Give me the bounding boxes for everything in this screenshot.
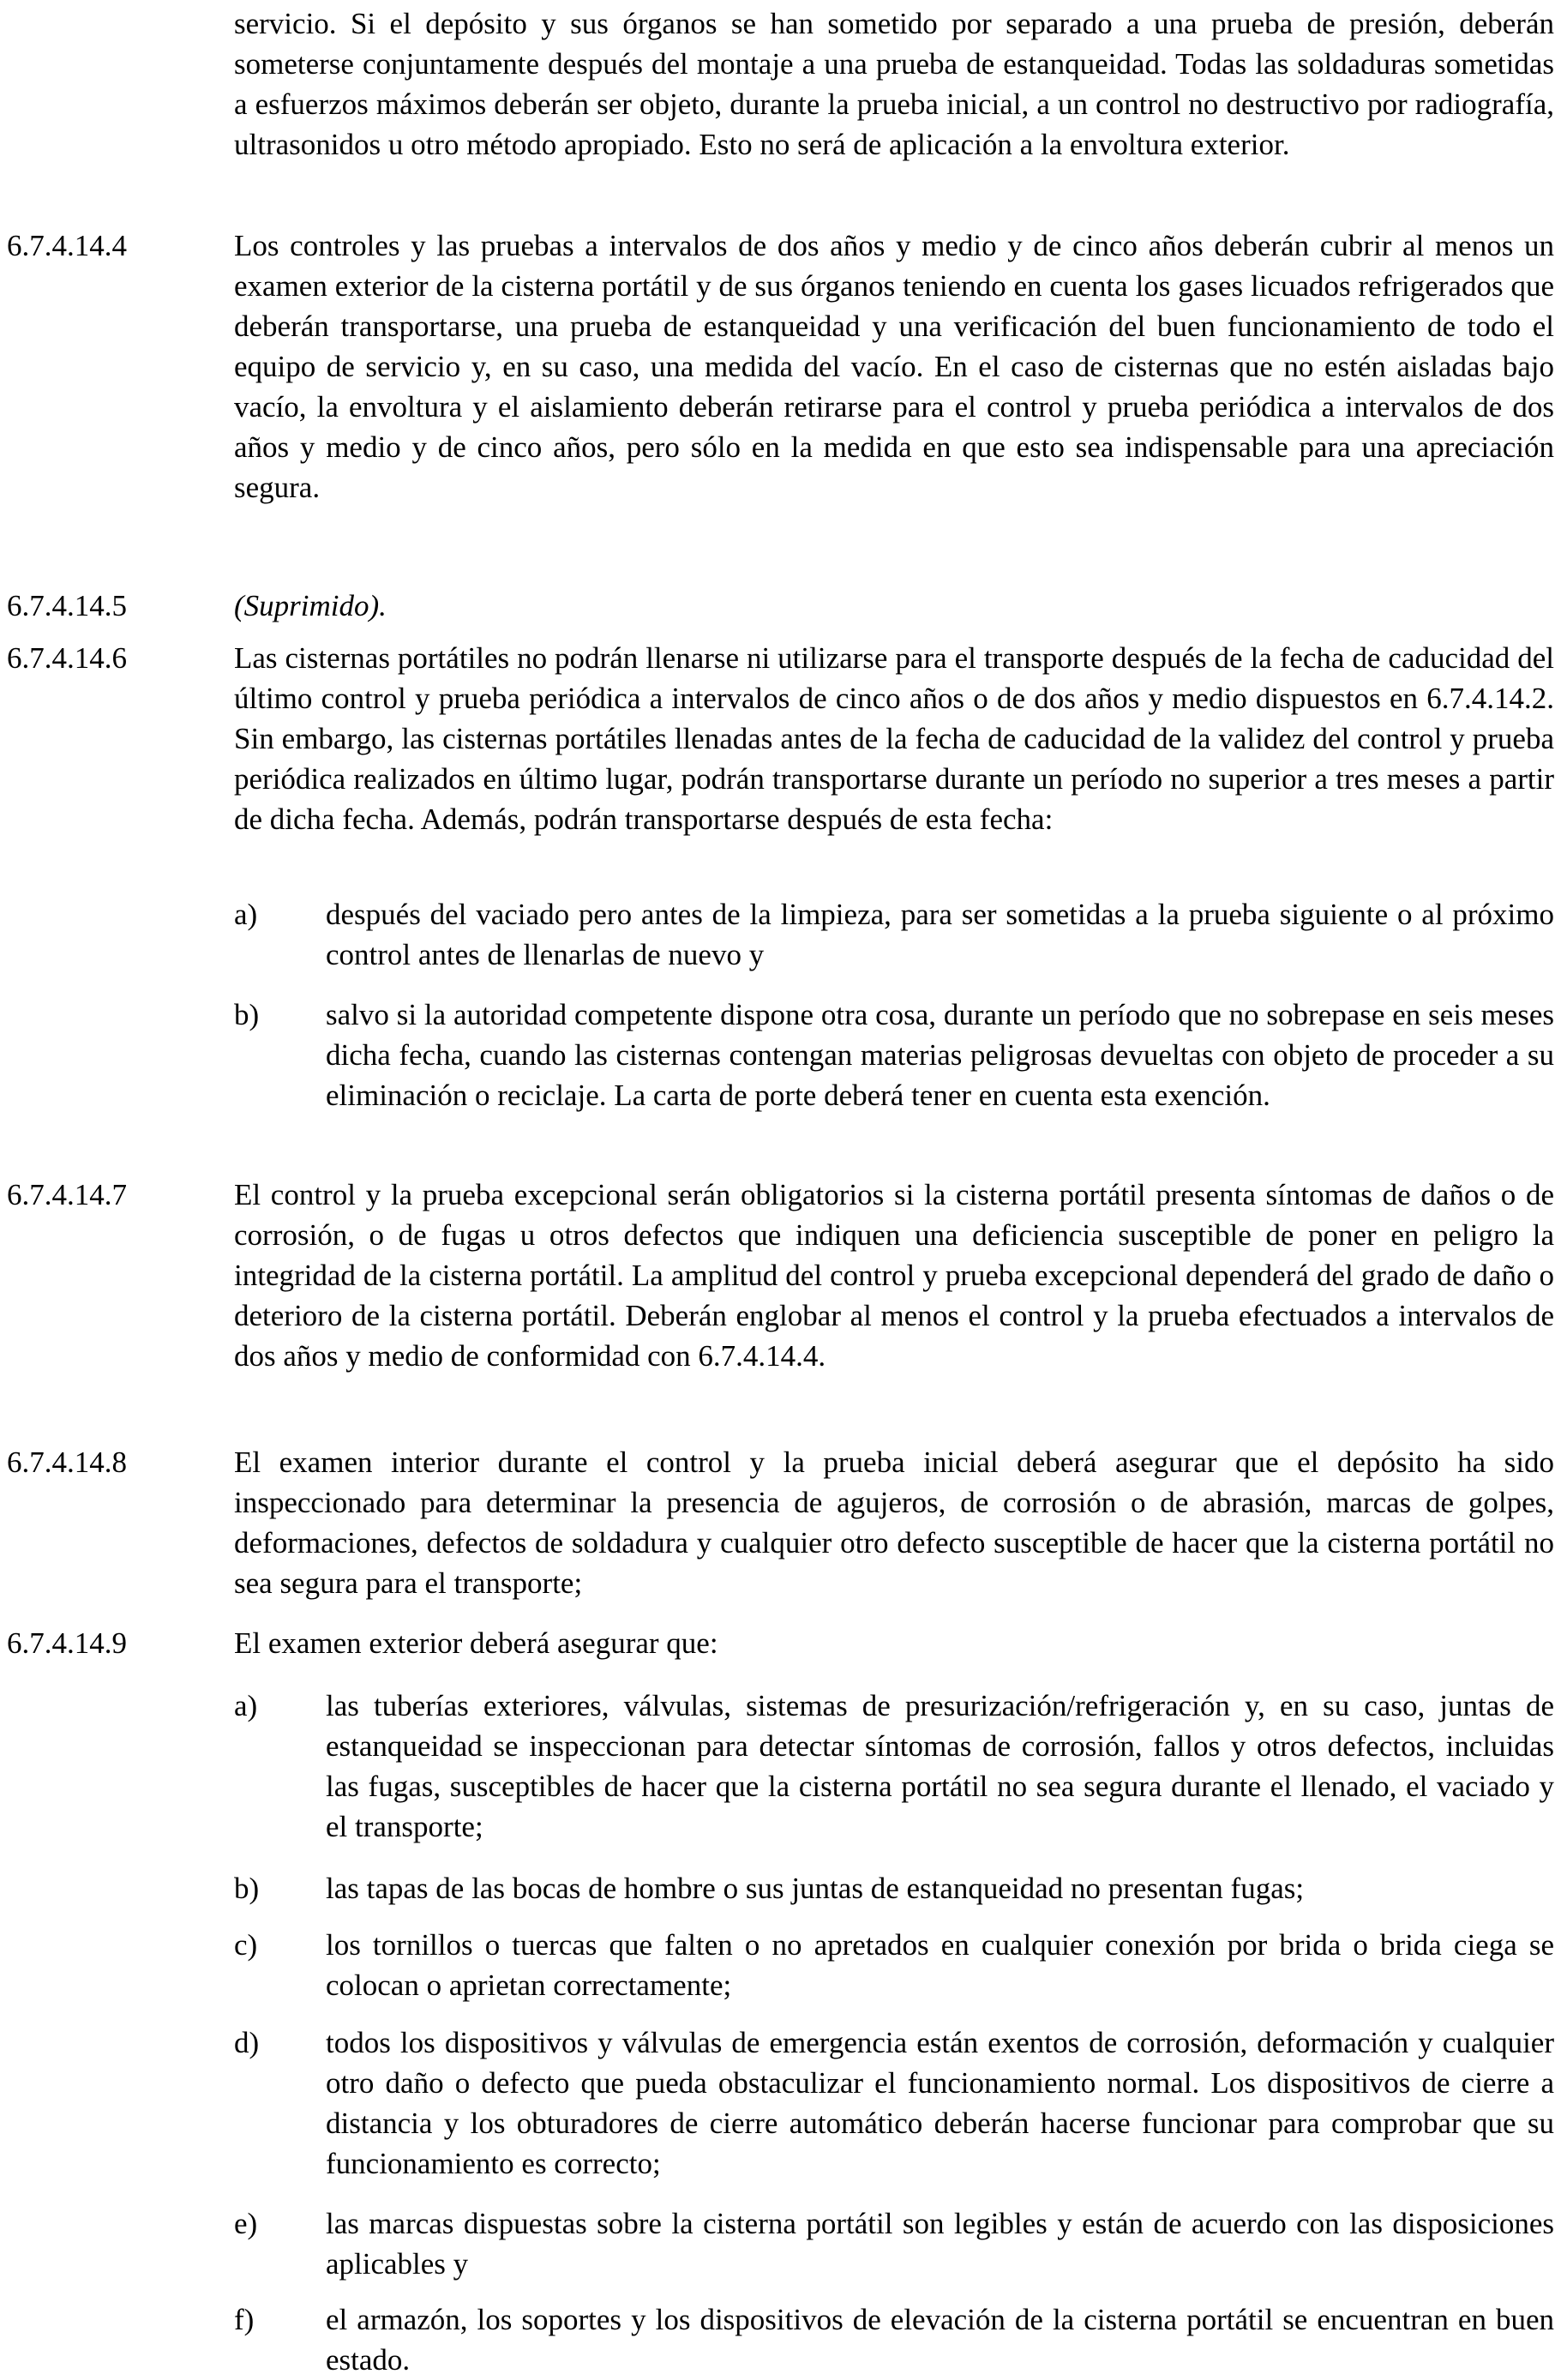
list-item-text: todos los dispositivos y válvulas de emergencia están exentos de corrosión, deformación y cualquier otro daño o defecto que pueda obstaculizar el funcionamiento normal. Los dispositivos de cierre a distancia y los obturadores de cierre automático deberán hacerse funcionar para comprobar que su funcionamiento es correcto; [326,2026,1554,2180]
list-item-letter: e) [234,2207,258,2240]
list-item-letter: b) [234,1872,260,1905]
list-item-text: después del vaciado pero antes de la limpieza, para ser sometidas a la prueba siguiente o al próximo control antes de llenarlas de nuevo y [326,898,1554,971]
list-item-letter: a) [234,1689,258,1722]
section-number: 6.7.4.14.8 [7,1445,127,1479]
list-item-text: salvo si la autoridad competente dispone otra cosa, durante un período que no sobrepase en seis meses dicha fecha, cuando las cisternas contengan materias peligrosas devueltas con objeto de proceder a su eliminación o reciclaje. La carta de porte deberá tener en cuenta esta exención. [326,998,1554,1112]
list-item-text: el armazón, los soportes y los dispositivos de elevación de la cisterna portátil se encuentran en buen estado. [326,2303,1554,2377]
list-item-letter: c) [234,1928,258,1962]
section-text: El examen exterior deberá asegurar que: [234,1626,718,1660]
section-number: 6.7.4.14.4 [7,229,127,262]
section-text: El control y la prueba excepcional serán obligatorios si la cisterna portátil presenta síntomas de daños o de corrosión, o de fugas u otros defectos que indiquen una deficiencia susceptible de poner en peligro la integridad de la cisterna portátil. La amplitud del control y prueba excepcional dependerá del grado de daño o deterioro de la cisterna portátil. Deberán englobar al menos el control y la prueba efectuados a intervalos de dos años y medio de conformidad con 6.7.4.14.4. [234,1178,1554,1373]
section-number: 6.7.4.14.5 [7,589,127,622]
intro-paragraph: servicio. Si el depósito y sus órganos se han sometido por separado a una prueba de presión, deberán someterse conjuntamente después del montaje a una prueba de estanqueidad. Todas las soldaduras sometidas a esfuerzos máximos deberán ser objeto, durante la prueba inicial, a un control no destructivo por radiografía, ultrasonidos u otro método apropiado. Esto no será de aplicación a la envoltura exterior. [234,7,1554,161]
section-text: (Suprimido). [234,589,387,622]
list-item-letter: d) [234,2026,260,2059]
list-item-text: los tornillos o tuercas que falten o no apretados en cualquier conexión por brida o brida ciega se colocan o aprietan correctamente; [326,1928,1554,2002]
list-item-text: las tuberías exteriores, válvulas, sistemas de presurización/refrigeración y, en su caso, juntas de estanqueidad se inspeccionan para detectar síntomas de corrosión, fallos y otros defectos, incluidas las fugas, susceptibles de hacer que la cisterna portátil no sea segura durante el llenado, el vaciado y el transporte; [326,1689,1554,1843]
list-item-text: las tapas de las bocas de hombre o sus juntas de estanqueidad no presentan fugas; [326,1872,1305,1905]
section-number: 6.7.4.14.7 [7,1178,127,1211]
section-number: 6.7.4.14.6 [7,641,127,675]
list-item-letter: b) [234,998,260,1031]
section-text: Los controles y las pruebas a intervalos de dos años y medio y de cinco años deberán cubrir al menos un examen exterior de la cisterna portátil y de sus órganos teniendo en cuenta los gases licuados refrigerados que deberán transportarse, una prueba de estanqueidad y una verificación del buen funcionamiento de todo el equipo de servicio y, en su caso, una medida del vacío. En el caso de cisternas que no estén aisladas bajo vacío, la envoltura y el aislamiento deberán retirarse para el control y prueba periódica a intervalos de dos años y medio y de cinco años, pero sólo en la medida en que esto sea indispensable para una apreciación segura. [234,229,1554,504]
list-item-letter: f) [234,2303,255,2336]
list-item-text: las marcas dispuestas sobre la cisterna portátil son legibles y están de acuerdo con las disposiciones aplicables y [326,2207,1554,2281]
section-number: 6.7.4.14.9 [7,1626,127,1660]
list-item-letter: a) [234,898,258,931]
section-text: El examen interior durante el control y la prueba inicial deberá asegurar que el depósito ha sido inspeccionado para determinar la presencia de agujeros, de corrosión o de abrasión, marcas de golpes, deformaciones, defectos de soldadura y cualquier otro defecto susceptible de hacer que la cisterna portátil no sea segura para el transporte; [234,1445,1554,1600]
section-text: Las cisternas portátiles no podrán llenarse ni utilizarse para el transporte después de la fecha de caducidad del último control y prueba periódica a intervalos de cinco años o de dos años y medio dispuestos en 6.7.4.14.2. Sin embargo, las cisternas portátiles llenadas antes de la fecha de caducidad de la validez del control y prueba periódica realizados en último lugar, podrán transportarse durante un período no superior a tres meses a partir de dicha fecha. Además, podrán transportarse después de esta fecha: [234,641,1554,836]
